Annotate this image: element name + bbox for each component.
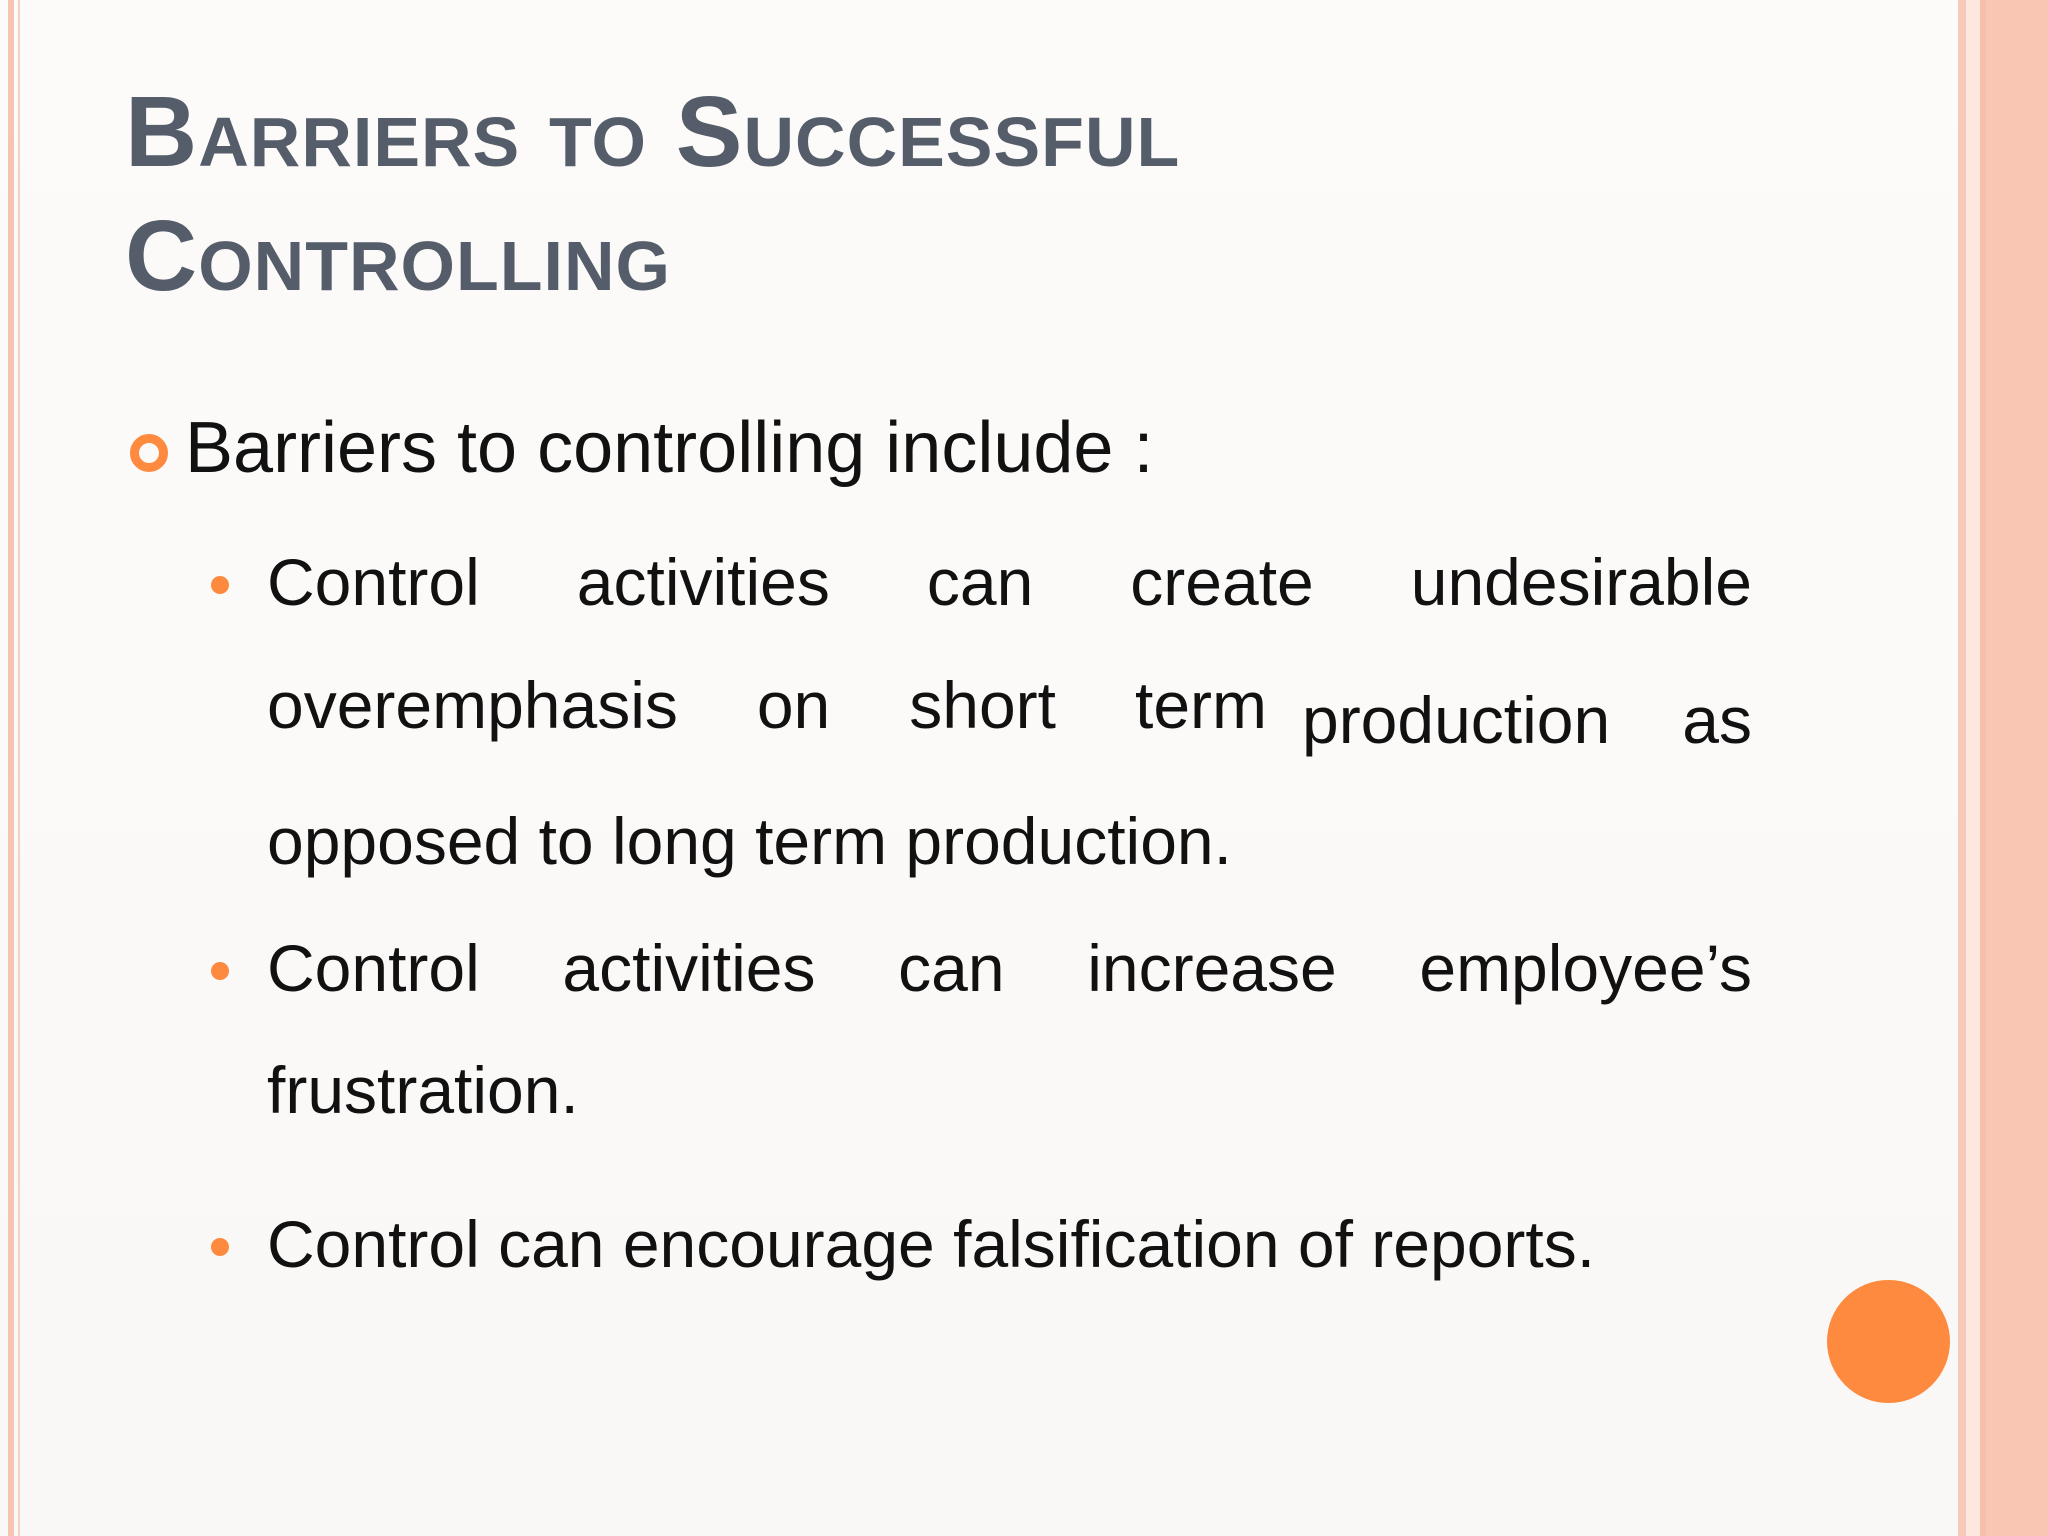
- bullet-dot-icon: [211, 576, 229, 594]
- left-border-line-thin: [18, 0, 20, 1536]
- title-line-1: Barriers to Successful: [125, 76, 1181, 188]
- title-line-2: Controlling: [125, 200, 671, 312]
- bullet-dot-icon: [211, 962, 229, 980]
- bullet-dot-icon: [211, 1238, 229, 1256]
- right-decorative-stripe: [1958, 0, 1966, 1536]
- bullet-3-line-1: Control can encourage falsification of reports.: [267, 1207, 1596, 1281]
- slide-title: [125, 70, 1625, 318]
- right-decorative-stripe-light: [1966, 0, 1980, 1536]
- left-border-line: [8, 0, 14, 1536]
- ring-bullet-icon: [130, 434, 168, 472]
- bullet-1-line-2: overemphasis on short term: [267, 668, 1267, 742]
- orange-circle-decoration: [1827, 1280, 1950, 1403]
- right-decorative-band: [1986, 0, 2048, 1536]
- level1-bullet-text: Barriers to controlling include :: [185, 408, 1154, 488]
- bullet-2-line-1: Control activities can increase employee’s: [267, 931, 1752, 1005]
- bullet-2-line-2: frustration.: [267, 1053, 579, 1127]
- bullet-1-line-3: opposed to long term production.: [267, 804, 1232, 878]
- bullet-1-line-1: Control activities can create undesirable: [267, 545, 1752, 619]
- bullet-1-line-2b: production as: [1302, 683, 1752, 757]
